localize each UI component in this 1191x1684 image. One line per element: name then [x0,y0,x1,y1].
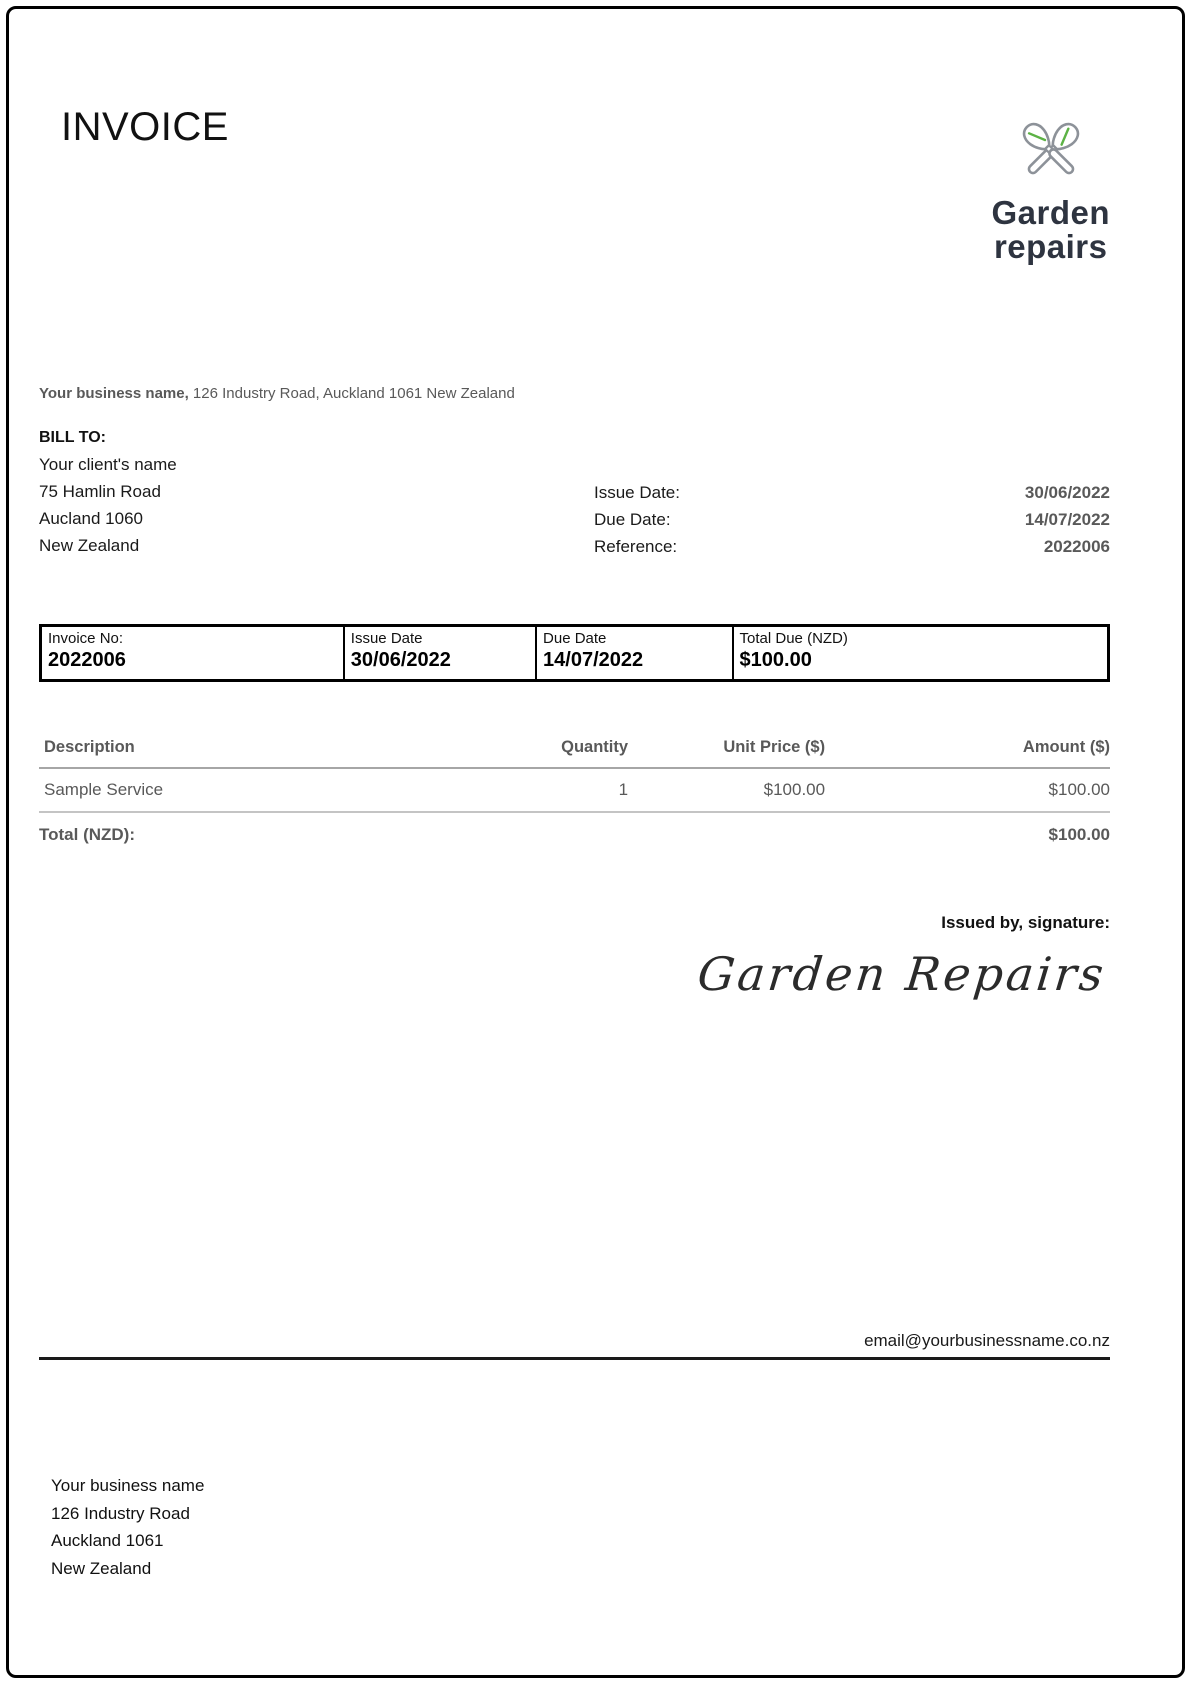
footer-divider [39,1357,1110,1360]
meta-row-issue-date [594,479,1110,506]
signature-script: Garden Repairs [695,947,1109,1001]
items-header-row [39,730,1110,768]
items-total-label: Total (NZD): [39,825,135,844]
quantity-header: Quantity [489,730,628,768]
item-description: Sample Service [39,768,489,812]
business-address: 126 Industry Road, Auckland 1061 New Zealand [188,385,515,402]
summary-cell-invoice-no [41,626,344,681]
line-items-table [39,730,1110,857]
item-quantity: 1 [489,768,628,812]
invoice-summary-table [39,624,1110,682]
client-name: Your client's name [39,455,177,474]
description-header: Description [39,730,489,768]
business-name: Your business name, [39,385,189,402]
unit-price-header: Unit Price ($) [628,730,825,768]
logo-wordmark-line2: repairs [993,227,1108,265]
due-date-value: 14/07/2022 [1024,510,1110,529]
summary-row [41,626,1109,681]
summary-cell-total-due [733,626,1109,681]
bill-to-label: BILL TO: [39,429,106,446]
summary-due-date-value: 14/07/2022 [543,649,644,671]
summary-cell-issue-date [344,626,536,681]
invoice-no-value: 2022006 [48,649,126,671]
header [39,105,1110,265]
business-email: email@yourbusinessname.co.nz [864,1331,1110,1350]
billing-section [39,424,1110,560]
crossed-trowels-icon [1009,113,1093,196]
summary-due-date-label: Due Date [543,630,607,647]
issue-date-value: 30/06/2022 [1024,483,1110,502]
invoice-no-label: Invoice No: [48,630,124,647]
client-city: Aucland 1060 [39,509,143,528]
business-address-line [39,385,1110,402]
items-total-value: $100.00 [1048,825,1110,844]
issue-date-label: Issue Date: [594,483,680,502]
page-title: INVOICE [61,105,229,149]
company-logo [991,113,1110,263]
items-total-row [39,812,1110,857]
total-due-value: $100.00 [739,649,812,671]
footer-city: Auckland 1061 [51,1531,164,1550]
reference-value: 2022006 [1043,537,1110,556]
footer-address-block [51,1472,1110,1582]
bill-to-block [39,424,177,560]
summary-cell-due-date [536,626,733,681]
footer-country: New Zealand [51,1558,152,1578]
logo-wordmark-line1: Garden [991,194,1110,231]
invoice-content [9,9,1182,1582]
total-due-label: Total Due (NZD) [739,630,848,647]
client-country: New Zealand [39,536,140,555]
item-unit-price: $100.00 [628,768,825,812]
due-date-label: Due Date: [594,510,671,529]
invoice-meta-block [594,479,1110,560]
invoice-page [6,6,1185,1678]
meta-row-reference [594,533,1110,560]
summary-issue-date-label: Issue Date [350,630,423,647]
issued-by-label: Issued by, signature: [941,913,1110,932]
footer-street: 126 Industry Road [51,1503,190,1523]
meta-row-due-date [594,506,1110,533]
reference-label: Reference: [594,537,678,556]
amount-header: Amount ($) [825,730,1110,768]
item-amount: $100.00 [825,768,1110,812]
footer-business-name: Your business name [51,1476,205,1495]
summary-issue-date-value: 30/06/2022 [350,649,451,671]
table-row [39,768,1110,812]
client-street: 75 Hamlin Road [39,482,161,501]
